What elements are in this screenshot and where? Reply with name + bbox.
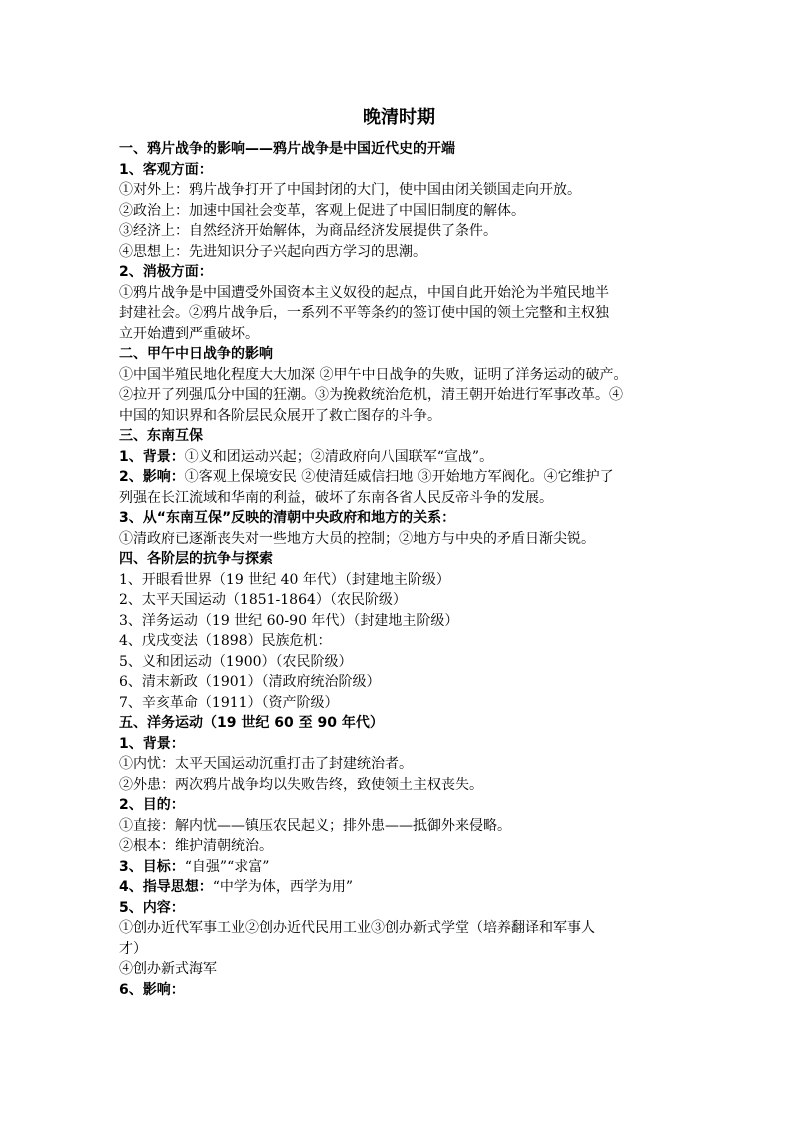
subheading-purpose: 2、目的： — [119, 797, 185, 813]
list-item: 3、洋务运动（19 世纪 60-90 年代）（封建地主阶级） — [119, 612, 459, 629]
list-item: 6、清末新政（1901）（清政府统治阶级） — [119, 674, 381, 690]
background-line: ②外患：两次鸦片战争均以失败告终，致使领土主权丧失。 — [119, 776, 483, 793]
goal-line — [119, 857, 679, 878]
impact-line: 中国的知识界和各阶层民众展开了救亡图存的斗争。 — [119, 407, 441, 424]
subheading-negative: 2、消极方面： — [119, 264, 213, 280]
negative-line: 立开始遭到严重破坏。 — [119, 325, 259, 342]
background-text: ①义和团运动兴起；②清政府向八国联军“宣战”。 — [184, 448, 494, 465]
section-heading-struggles: 四、各阶层的抗争与探索 — [119, 551, 273, 567]
content-line: ①创办近代军事工业②创办近代民用工业③创办新式学堂（培养翻译和军事人 — [119, 920, 595, 936]
list-item: 5、义和团运动（1900）（农民阶级） — [119, 653, 353, 670]
negative-line: 封建社会。②鸦片战争后，一系列不平等条约的签订使中国的领土完整和主权独 — [119, 305, 609, 321]
subheading-objective: 1、客观方面： — [119, 161, 213, 178]
content-line: 才） — [119, 940, 147, 957]
list-item: 1、开眼看世界（19 世纪 40 年代）（封建地主阶级） — [119, 571, 450, 588]
relation-heading: 3、从“东南互保”反映的清朝中央政府和地方的关系： — [119, 510, 456, 526]
background-line: ①内忧：太平天国运动沉重打击了封建统治者。 — [119, 756, 413, 772]
purpose-line: ①直接：解内忧——镇压农民起义；排外患——抵御外来侵略。 — [119, 817, 511, 834]
objective-line: ②政治上：加速中国社会变革，客观上促进了中国旧制度的解体。 — [119, 202, 525, 219]
guide-line — [119, 877, 679, 898]
list-item: 4、戊戌变法（1898）民族危机： — [119, 633, 332, 649]
impact-label: 2、影响： — [119, 469, 185, 485]
list-item: 2、太平天国运动（1851-1864）（农民阶级） — [119, 592, 407, 608]
impact-line: ②拉开了列强瓜分中国的狂潮。③为挽救统治危机，清王朝开始进行军事改革。④ — [119, 387, 623, 403]
purpose-line: ②根本：维护清朝统治。 — [119, 838, 273, 854]
impact-text: ①客观上保境安民 ②使清廷威信扫地 ③开始地方军阀化。④它维护了 — [184, 469, 614, 485]
objective-line: ③经济上：自然经济开始解体，为商品经济发展提供了条件。 — [119, 223, 497, 239]
page-title: 晚清时期 — [363, 107, 435, 128]
negative-line: ①鸦片战争是中国遭受外国资本主义奴役的起点，中国自此开始沦为半殖民地半 — [119, 284, 609, 301]
objective-line: ①对外上：鸦片战争打开了中国封闭的大门，使中国由闭关锁国走向开放。 — [119, 182, 581, 198]
list-item: 7、辛亥革命（1911）（资产阶级） — [119, 694, 339, 711]
section-heading-westernization-movement: 五、洋务运动（19 世纪 60 至 90 年代） — [119, 715, 384, 731]
background-line — [119, 447, 679, 468]
section-heading-opium-war: 一、鸦片战争的影响——鸦片战争是中国近代史的开端 — [119, 141, 455, 157]
document-body — [119, 139, 679, 1000]
section-heading-sino-japanese-war: 二、甲午中日战争的影响 — [119, 346, 273, 362]
goal-text: “自强”“求富” — [184, 858, 270, 875]
section-heading-southeast-mutual-protection: 三、东南互保 — [119, 428, 203, 444]
impact-line: ①中国半殖民地化程度大大加深 ②甲午中日战争的失败，证明了洋务运动的破产。 — [119, 366, 628, 383]
guide-text: “中学为体，西学为用” — [212, 879, 354, 895]
guide-label: 4、指导思想： — [119, 879, 213, 895]
subheading-content: 5、内容： — [119, 899, 185, 916]
relation-line: ①清政府已逐渐丧失对一些地方大员的控制；②地方与中央的矛盾日渐尖锐。 — [119, 530, 595, 547]
impact-line — [119, 467, 679, 488]
objective-line: ④思想上：先进知识分子兴起向西方学习的思潮。 — [119, 243, 427, 260]
subheading-background: 1、背景： — [119, 735, 185, 752]
subheading-impact: 6、影响： — [119, 981, 185, 998]
content-line: ④创办新式海军 — [119, 961, 217, 977]
goal-label: 3、目标： — [119, 858, 185, 875]
background-label: 1、背景： — [119, 448, 185, 465]
impact-line: 列强在长江流域和华南的利益，破坏了东南各省人民反帝斗争的发展。 — [119, 489, 553, 506]
